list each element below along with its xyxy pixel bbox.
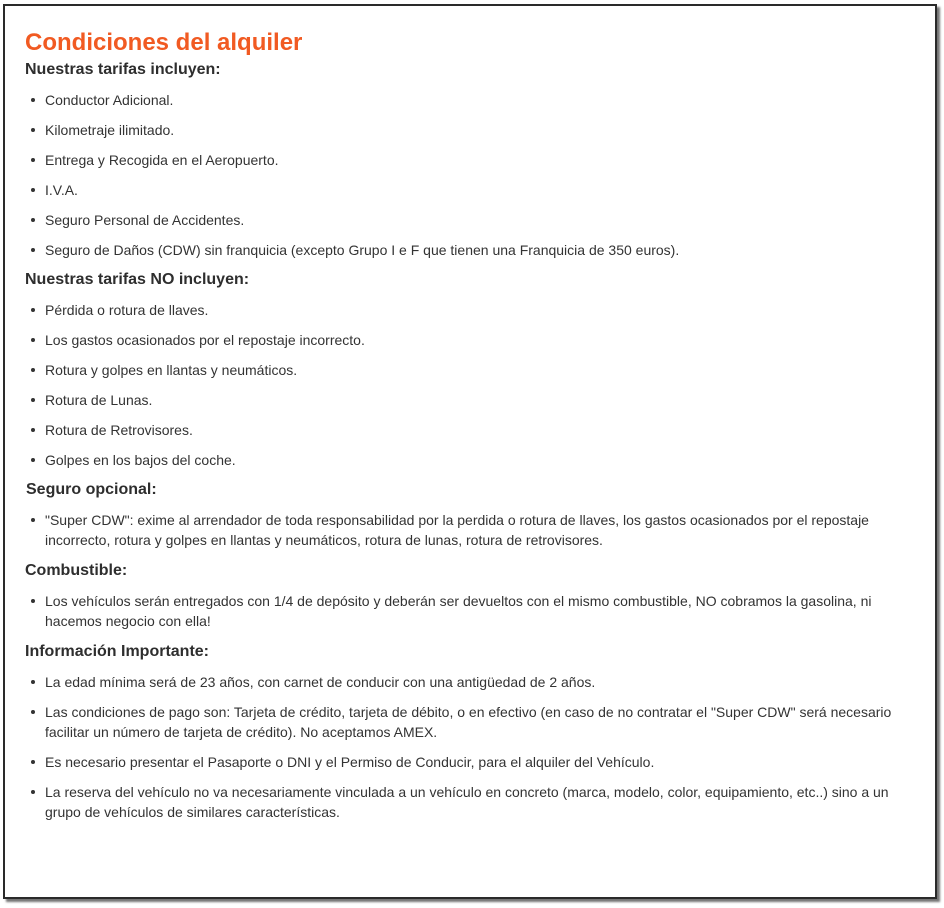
list-item: Conductor Adicional. (45, 90, 925, 110)
section-heading: Seguro opcional: (26, 481, 157, 498)
included-list (25, 90, 925, 260)
list-item: "Super CDW": exime al arrendador de toda responsabilidad por la perdida o rotura de llaves, los gastos ocasionados por el repostaje incorrecto, rotura y golpes en llantas y neumáticos, rotura de lunas, rotura de retrovisores. (45, 510, 925, 550)
list-item: Seguro de Daños (CDW) sin franquicia (excepto Grupo I e F que tienen una Franquicia de 350 euros). (45, 240, 925, 260)
section-heading: Información Importante: (25, 643, 210, 660)
list-item: La edad mínima será de 23 años, con carnet de conducir con una antigüedad de 2 años. (45, 672, 925, 692)
list-item: Entrega y Recogida en el Aeropuerto. (45, 150, 925, 170)
list-item: Las condiciones de pago son: Tarjeta de crédito, tarjeta de débito, o en efectivo (en caso de no contratar el "Super CDW" será necesario facilitar un número de tarjeta de crédito). No aceptamos AMEX. (45, 702, 925, 742)
list-item: I.V.A. (45, 180, 925, 200)
list-item: La reserva del vehículo no va necesariamente vinculada a un vehículo en concreto (marca, modelo, color, equipamiento, etc..) sino a un grupo de vehículos de similares características. (45, 782, 925, 822)
list-item: Los gastos ocasionados por el repostaje incorrecto. (45, 330, 925, 350)
list-item: Los vehículos serán entregados con 1/4 de depósito y deberán ser devueltos con el mismo combustible, NO cobramos la gasolina, ni hacemos negocio con ella! (45, 591, 925, 631)
list-item: Es necesario presentar el Pasaporte o DNI y el Permiso de Conducir, para el alquiler del Vehículo. (45, 752, 925, 772)
list-item: Pérdida o rotura de llaves. (45, 300, 925, 320)
section-fuel (25, 561, 925, 631)
fuel-list (25, 591, 925, 631)
section-heading: Nuestras tarifas incluyen: (25, 61, 221, 78)
list-item: Rotura y golpes en llantas y neumáticos. (45, 360, 925, 380)
list-item: Rotura de Lunas. (45, 390, 925, 410)
section-not-included (25, 270, 925, 470)
list-item: Rotura de Retrovisores. (45, 420, 925, 440)
section-heading: Nuestras tarifas NO incluyen: (25, 271, 250, 288)
optional-insurance-list (25, 510, 925, 550)
list-item: Seguro Personal de Accidentes. (45, 210, 925, 230)
not-included-list (25, 300, 925, 470)
rental-conditions-panel (3, 4, 937, 899)
list-item: Golpes en los bajos del coche. (45, 450, 925, 470)
important-info-list (25, 672, 925, 822)
list-item: Kilometraje ilimitado. (45, 120, 925, 140)
section-heading: Combustible: (25, 562, 128, 579)
page-title: Condiciones del alquiler (25, 29, 303, 56)
panel-content (25, 28, 925, 832)
section-important-info (25, 642, 925, 822)
section-included (25, 60, 925, 260)
section-optional-insurance (25, 480, 925, 550)
